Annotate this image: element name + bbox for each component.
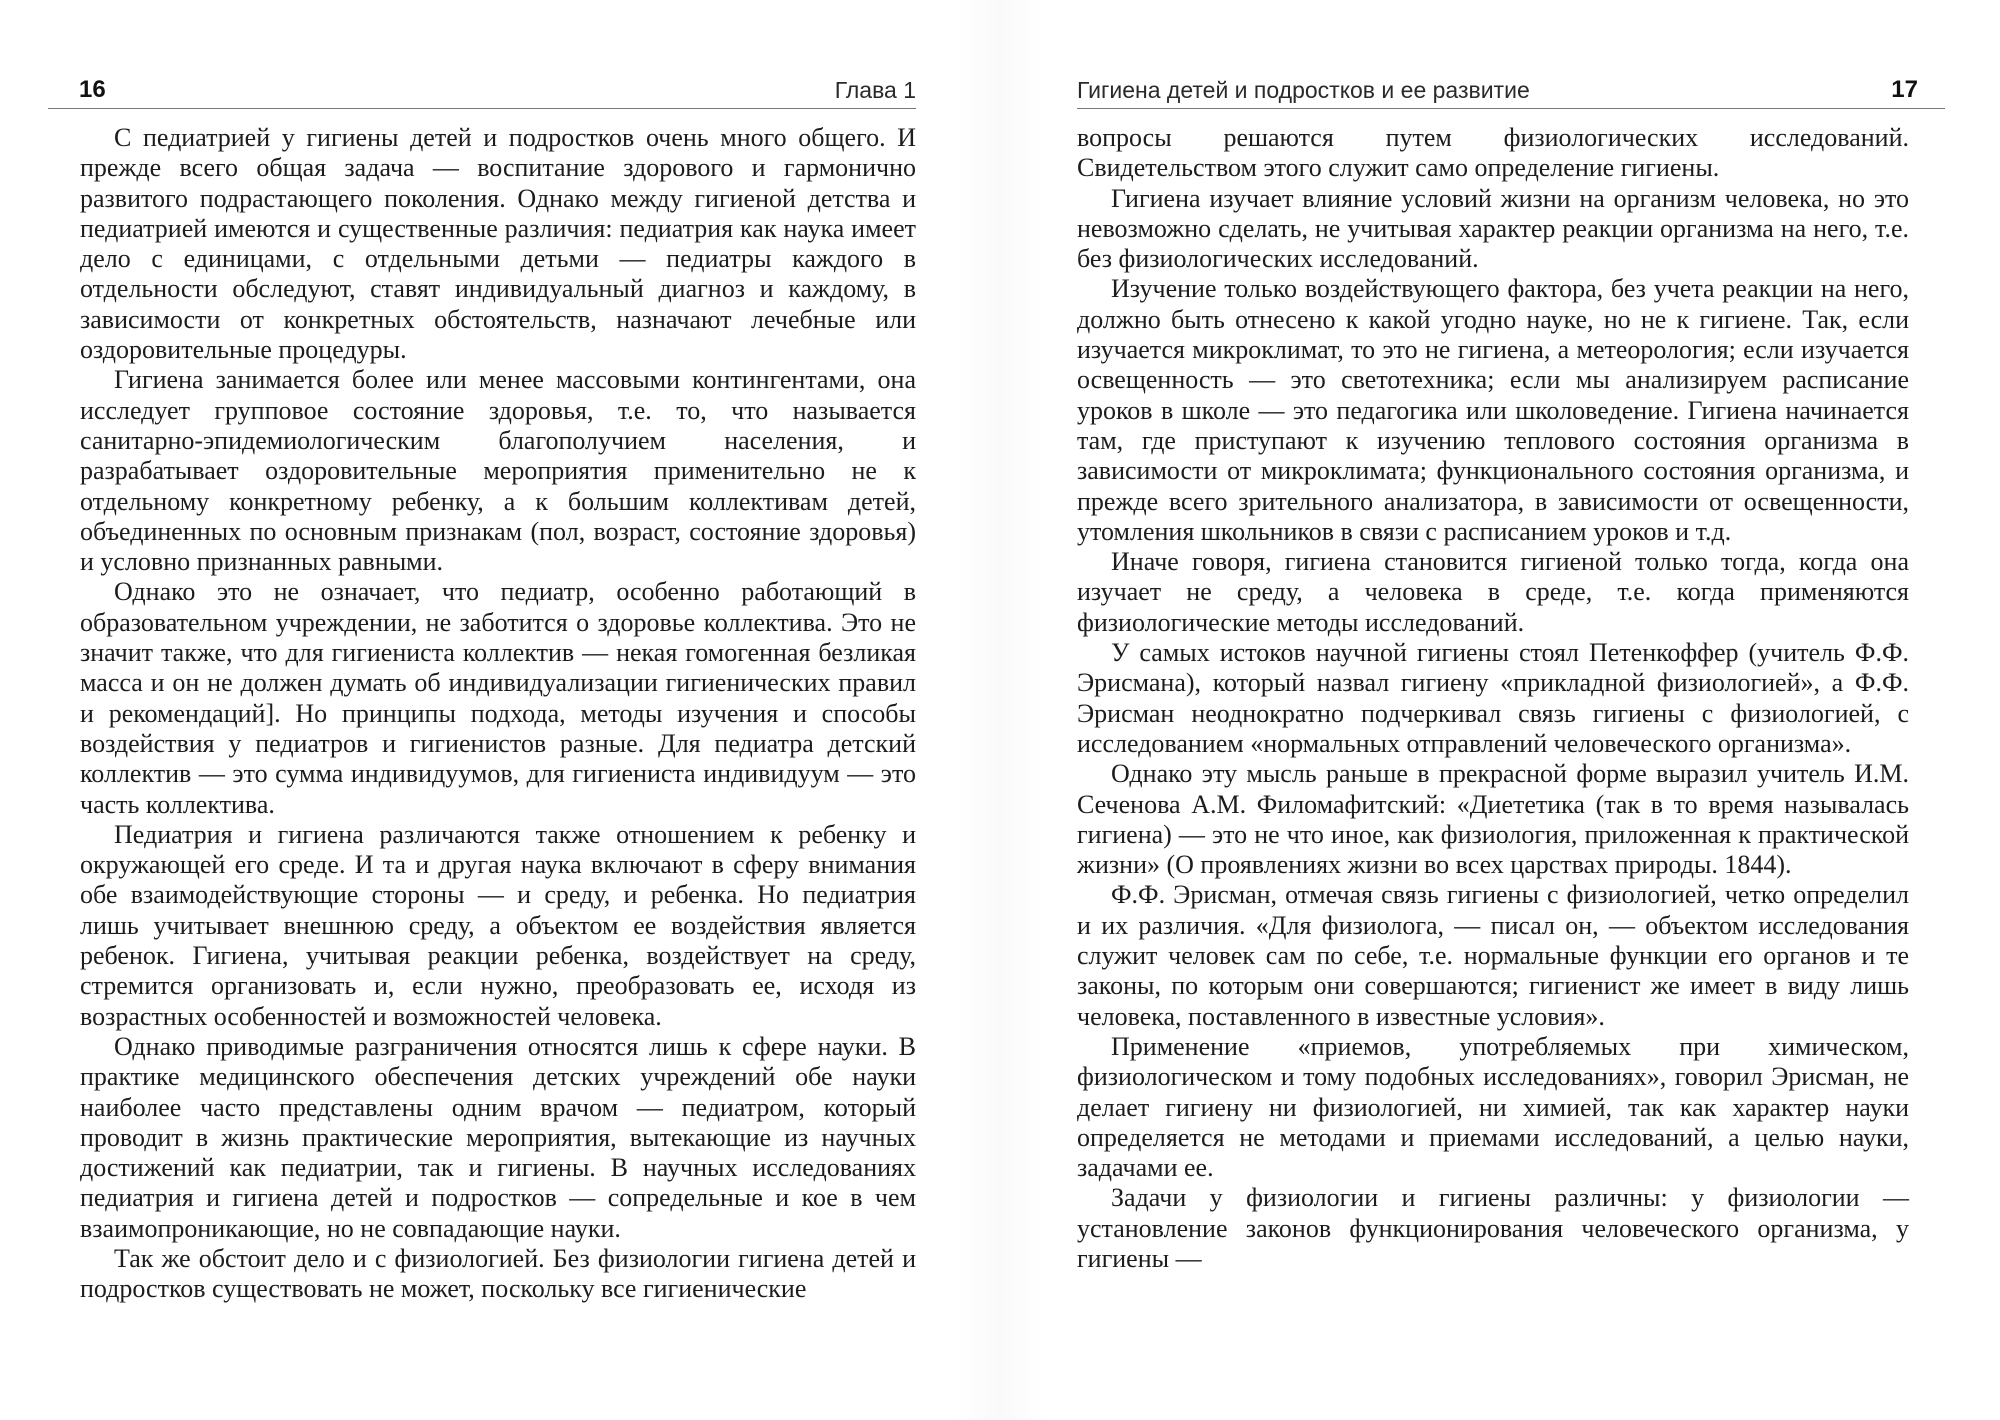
left-chapter-title: Глава 1 bbox=[834, 77, 916, 103]
left-page-body bbox=[48, 123, 916, 1305]
right-paragraph-5: Однако эту мысль раньше в прекрасной форме выразил учитель И.М. Сеченова А.М. Филомафитский: «Диететика (так в то время называлась гигиена) — это не что иное, как физиология, приложенная к практической жизни» (О проявлениях жизни во всех царствах природы. 1844). bbox=[1077, 759, 1909, 880]
right-page-body bbox=[1077, 123, 1909, 1274]
right-running-head bbox=[1077, 74, 1945, 109]
left-paragraph-4: Педиатрия и гигиена различаются также отношением к ребенку и окружающей его среде. И та и другая наука включают в сферу внимания обе взаимодействующие стороны — и среду, и ребенка. Но педиатрия лишь учитывает внешнюю среду, а объектом ее воздействия является ребенок. Гигиена, учитывая реакции ребенка, воздействует на среду, стремится организовать и, если нужно, преобразовать ее, исходя из возрастных особенностей и возможностей человека. bbox=[80, 819, 916, 1031]
right-section-title: Гигиена детей и подростков и ее развитие bbox=[1077, 77, 1530, 103]
left-paragraph-3: Однако это не означает, что педиатр, особенно работающий в образовательном учреждении, не заботится о здоровье коллектива. Это не значит также, что для гигиениста коллектив — некая гомогенная безликая масса и он не должен думать об индивидуализации гигиенических правил и рекомендаций]. Но принципы подхода, методы изучения и способы воздействия у педиатров и гигиенистов разные. Для педиатра детский коллектив — это сумма индивидуумов, для гигиениста индивидуум — это часть коллектива. bbox=[80, 577, 916, 819]
right-paragraph-6: Ф.Ф. Эрисман, отмечая связь гигиены с физиологией, четко определил и их различия. «Для физиолога, — писал он, — объектом исследования служит человек сам по себе, т.е. нормальные функции его органов и те законы, по которым они совершаются; гигиенист же имеет в виду лишь человека, поставленного в известные условия». bbox=[1077, 880, 1909, 1031]
left-page-number: 16 bbox=[79, 76, 106, 103]
left-paragraph-2: Гигиена занимается более или менее массовыми контингентами, она исследует групповое состояние здоровья, т.е. то, что называется санитарно-эпидемиологическим благополучием населения, и разрабатывает оздоровительные мероприятия применительно не к отдельному конкретному ребенку, а к большим коллективам детей, объединенных по основным признакам (пол, возраст, состояние здоровья) и условно признанных равными. bbox=[80, 365, 916, 577]
right-paragraph-4: У самых истоков научной гигиены стоял Петенкоффер (учитель Ф.Ф. Эрисмана), который назвал гигиену «прикладной физиологией», а Ф.Ф. Эрисман неоднократно подчеркивал связь гигиены с физиологией, с исследованием «нормальных отправлений человеческого организма». bbox=[1077, 638, 1909, 758]
left-paragraph-5: Однако приводимые разграничения относятся лишь к сфере науки. В практике медицинского обеспечения детских учреждений обе науки наиболее часто представлены одним врачом — педиатром, который проводит в жизнь практические мероприятия, вытекающие из научных достижений как педиатрии, так и гигиены. В научных исследованиях педиатрия и гигиена детей и подростков — сопредельные и кое в чем взаимопроникающие, но не совпадающие науки. bbox=[80, 1031, 916, 1243]
left-paragraph-1: С педиатрией у гигиены детей и подростков очень много общего. И прежде всего общая задача — воспитание здорового и гармонично развитого подрастающего поколения. Однако между гигиеной детства и педиатрией имеются и существенные различия: педиатрия как наука имеет дело с единицами, с отдельными детьми — педиатры каждого в отдельности обследуют, ставят индивидуальный диагноз и каждому, в зависимости от конкретных обстоятельств, назначают лечебные или оздоровительные процедуры. bbox=[80, 123, 916, 365]
right-page bbox=[1077, 74, 1945, 1274]
right-paragraph-2: Изучение только воздействующего фактора, без учета реакции на него, должно быть отнесено к какой угодно науке, но не к гигиене. Так, если изучается микроклимат, то это не гигиена, а метеорология; если изучается освещенность — это светотехника; если мы анализируем расписание уроков в школе — это педагогика или школоведение. Гигиена начинается там, где приступают к изучению теплового состояния организма в зависимости от микроклимата; функционального состояния организма, и прежде всего зрительного анализатора, в зависимости от освещенности, утомления школьников в связи с расписанием уроков и т.д. bbox=[1077, 274, 1909, 546]
right-paragraph-1: Гигиена изучает влияние условий жизни на организм человека, но это невозможно сделать, не учитывая характер реакции организма на него, т.е. без физиологических исследований. bbox=[1077, 183, 1909, 274]
right-paragraph-3: Иначе говоря, гигиена становится гигиеной только тогда, когда она изучает не среду, а человека в среде, т.е. когда применяются физиологические методы исследований. bbox=[1077, 547, 1909, 637]
right-continuation-paragraph: вопросы решаются путем физиологических исследований. Свидетельством этого служит само определение гигиены. bbox=[1077, 123, 1909, 183]
right-page-number: 17 bbox=[1891, 76, 1918, 103]
left-page bbox=[48, 74, 916, 1305]
left-running-head bbox=[48, 74, 916, 109]
left-paragraph-6: Так же обстоит дело и с физиологией. Без физиологии гигиена детей и подростков существовать не может, поскольку все гигиенические bbox=[80, 1243, 916, 1304]
right-paragraph-8: Задачи у физиологии и гигиены различны: у физиологии — установление законов функционирования человеческого организма, у гигиены — bbox=[1077, 1183, 1909, 1273]
book-gutter bbox=[955, 0, 1045, 1420]
right-paragraph-7: Применение «приемов, употребляемых при химическом, физиологическом и тому подобных исследованиях», говорил Эрисман, не делает гигиену ни физиологией, ни химией, так как характер науки определяется не методами и приемами исследований, а целью науки, задачами ее. bbox=[1077, 1031, 1909, 1183]
